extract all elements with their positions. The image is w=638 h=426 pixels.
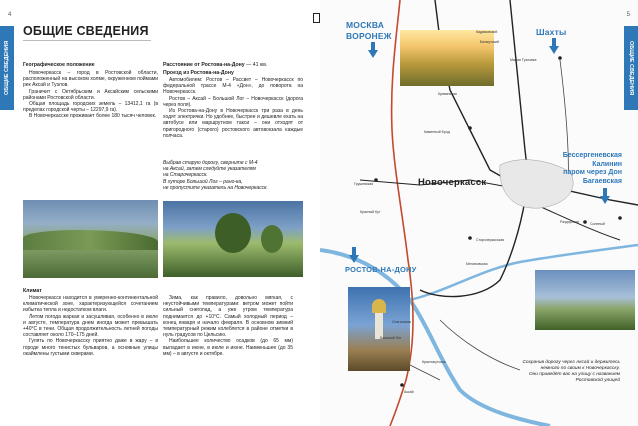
- arrow-bagaevskaya-stem-icon: [603, 188, 607, 196]
- town-label: Старочеркасская: [476, 238, 505, 242]
- arrow-voronezh-icon: [371, 42, 375, 50]
- climate-heading: Климат: [23, 288, 42, 294]
- winter-text: Зима, как правило, довольно мягкая, с неустойчивыми температурами: ветром может пойти сильный снегопад, а уже утром температура поднимается до +10°С. Самый холодный период – конец января и начало февраля. В основном зимний температурный режим колеблется в районе отметки в нуль градусов по Цельсию. Наибольшее количество осадков (до 65 мм) выпадает в июне, в июле и июне. Наименьшее (до 35 мм) – в августе и октябре.: [163, 295, 293, 357]
- map-caption: Сохранив дорогу через Аксай и держитесь немного по своим к Новочеркасску. Они приведёт вас на улицу с названием Ростовской улицей: [522, 360, 620, 383]
- town-label: Бахмутский: [480, 40, 499, 44]
- label-voronezh: ВОРОНЕЖ: [346, 31, 392, 41]
- town-label: Кадамовский: [476, 30, 498, 34]
- town-label: Краснокутская: [422, 360, 446, 364]
- route-subheading: Проезд из Ростова-на-Дону: [163, 70, 234, 76]
- route-text: Автомобилем: Ростов – Рассвет – Новочеркасск по федеральной трассе М-4 «Дон», до поворота на Новочеркасск. Ростов – Аксай – Большой Лог – Новочеркасск (дорога через поля). Из Ростова-на-Дону в Новочеркасск три раза в день ходят электрички. Но удобнее, быстрее и дешевле ехать на автобусе или маршрутном такси – они отходят от пригородного (старого) ростовского автовокзала каждые полчаса.: [163, 77, 303, 139]
- cathedral-photo: [348, 287, 410, 371]
- page-number-left: 4: [8, 12, 12, 18]
- page-title: ОБЩИЕ СВЕДЕНИЯ: [23, 24, 149, 38]
- town-label: Большой Лог: [380, 336, 402, 340]
- town-label: Раздорская: [560, 220, 579, 224]
- park-photo: [163, 201, 303, 277]
- label-moscow: МОСКВА: [346, 20, 385, 30]
- arrow-rostov-stem-icon: [352, 247, 356, 255]
- section-tab-left[interactable]: ОБЩИЕ СВЕДЕНИЯ: [0, 26, 14, 110]
- town-label: Мелиховская: [466, 262, 488, 266]
- town-label: Малая Тузловка: [510, 58, 537, 62]
- town-label: Аксай: [404, 390, 414, 394]
- title-underline: [23, 40, 151, 41]
- geo-heading: Географическое положение: [23, 62, 95, 68]
- climate-text: Новочеркасск находится в умеренно-континентальной климатической зоне, характеризующейся сочетанием избытка тепла и недостатком влаги. Летом погода жаркая и засушливая, особенно в июле и августе, температура днем иногда может превышать +40°С в тени. Общая продолжительность летней погоды составляет около 170–175 дней. Гулять по Новочеркасску приятно даже в жару – в городе много тенистых бульваров, а основные улицы окаймлены густыми скверами.: [23, 295, 158, 357]
- arrow-shakhty-icon: [549, 46, 559, 54]
- arrow-down-icon: [368, 50, 378, 58]
- landscape-photo: [23, 200, 158, 278]
- route-note: Выбрав старую дорогу, сверните с М-4 на Аксай, затем следуйте указателям на Старочеркасск. В хуторе Большой Лог – рано-ка, не пропустите указатель на Новочеркасск.: [163, 160, 268, 191]
- section-tab-right[interactable]: ОБЩИЕ СВЕДЕНИЯ: [624, 26, 638, 110]
- label-novocherkassk: Новочеркасск: [418, 177, 487, 188]
- town-label: Кривянская: [438, 92, 457, 96]
- label-shakhty: Шахты: [536, 27, 567, 37]
- page-number-right: 5: [626, 12, 630, 18]
- sunset-photo: [400, 30, 494, 86]
- town-label: Каменный Брод: [424, 130, 450, 134]
- town-label: Ольгинская: [392, 320, 411, 324]
- label-bagaevskaya: Бессергеневская Калинин паром через Дон Багаевская: [562, 152, 622, 185]
- distance-heading: Расстояние от Ростова-на-Дону — 41 км.: [163, 62, 268, 68]
- arrow-bagaevskaya-icon: [600, 196, 610, 204]
- city-panorama-photo: [535, 270, 635, 330]
- town-label: Грушевская: [354, 182, 374, 186]
- geo-text: Новочеркасск – город в Ростовской области, расположенный на высоком холме, окруженном поймами рек Аксай и Тузлов. Граничит с Октябрьским и Аксайским сельскими районами Ростовской области. Общая площадь городских земель – 13412,1 га (в пределах городской черты – 12297,9 га). В Новочеркасске проживает более 180 тысяч человек.: [23, 70, 158, 120]
- town-label: Соленый: [590, 222, 605, 226]
- town-label: Красный Кут: [360, 210, 381, 214]
- label-rostov: РОСТОВ-НА-ДОНУ: [345, 265, 417, 274]
- arrow-rostov-icon: [349, 255, 359, 263]
- arrow-shakhty-stem-icon: [552, 38, 556, 46]
